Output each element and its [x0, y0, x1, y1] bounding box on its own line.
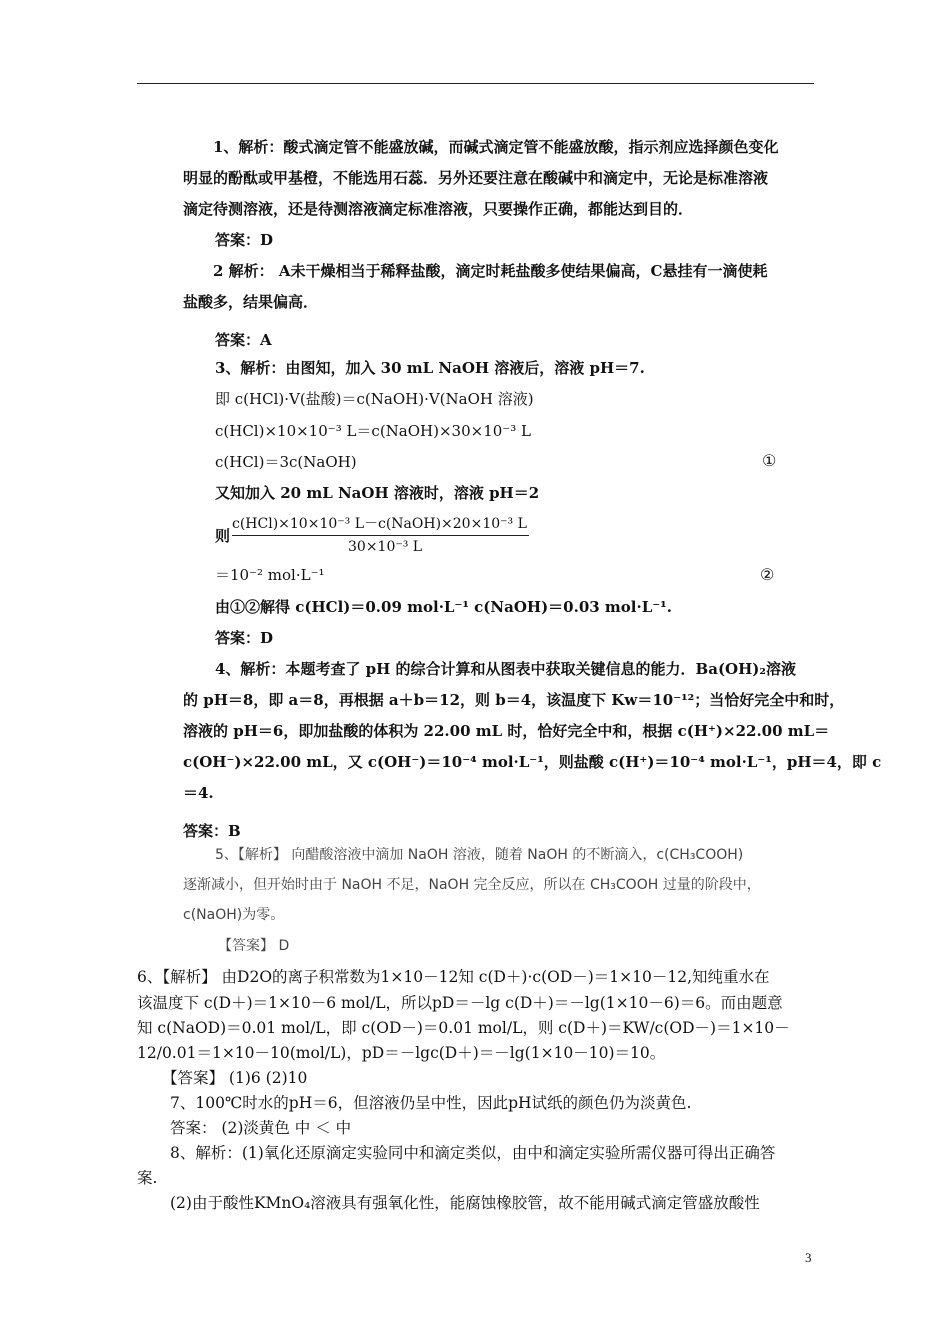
q3-line-4: c(HCl)＝3c(NaOH) — [215, 453, 357, 471]
q1-line-1: 1、解析：酸式滴定管不能盛放碱，而碱式滴定管不能盛放酸，指示剂应选择颜色变化 — [213, 138, 779, 156]
q6-answer: 【答案】 (1)6 (2)10 — [162, 1069, 308, 1087]
q5-line-3: c(NaOH)为零。 — [183, 907, 285, 923]
q8-line-3: (2)由于酸性KMnO₄溶液具有强氧化性，能腐蚀橡胶管，故不能用碱式滴定管盛放酸性 — [170, 1194, 760, 1212]
equation-mark-2: ② — [760, 565, 775, 584]
q4-line-4: c(OH⁻)×22.00 mL，又 c(OH⁻)＝10⁻⁴ mol·L⁻¹，则盐酸 c(H⁺)＝10⁻⁴ mol·L⁻¹，pH＝4，即 c — [183, 753, 882, 771]
q4-line-3: 溶液的 pH＝6，即加盐酸的体积为 22.00 mL 时，恰好完全中和，根据 c(H⁺)×22.00 mL＝ — [183, 722, 830, 740]
q3-fraction — [232, 515, 529, 556]
page-number: 3 — [805, 1250, 812, 1265]
q7-line-1: 7、100℃时水的pH＝6，但溶液仍呈中性，因此pH试纸的颜色仍为淡黄色. — [170, 1094, 692, 1112]
q6-line-1: 6、【解析】 由D2O的离子积常数为1×10－12知 c(D＋)·c(OD－)＝1×10－12,知纯重水在 — [137, 968, 770, 986]
q1-line-2: 明显的酚酞或甲基橙，不能选用石蕊．另外还要注意在酸碱中和滴定中，无论是标准溶液 — [183, 169, 769, 187]
q3-line-5: 又知加入 20 mL NaOH 溶液时，溶液 pH＝2 — [215, 484, 540, 502]
q1-line-3: 滴定待测溶液，还是待测溶液滴定标准溶液，只要操作正确，都能达到目的． — [183, 200, 694, 218]
equation-mark-1: ① — [762, 451, 777, 470]
q3-line-6: ＝10⁻² mol·L⁻¹ — [215, 566, 325, 584]
q2-line-1: 2 解析： A未干燥相当于稀释盐酸，滴定时耗盐酸多使结果偏高，C悬挂有一滴使耗 — [213, 262, 768, 280]
q3-fraction-denominator: 30×10⁻³ L — [348, 539, 423, 555]
q6-line-2: 该温度下 c(D＋)＝1×10－6 mol/L，所以pD＝－lg c(D＋)＝－lg(1×10－6)＝6。而由题意 — [137, 994, 783, 1012]
q2-answer: 答案：A — [215, 331, 272, 349]
q3-answer: 答案：D — [215, 629, 274, 647]
q4-line-2: 的 pH＝8，即 a＝8，再根据 a＋b＝12，则 b＝4，该温度下 Kw＝10⁻¹²；当恰好完全中和时， — [183, 691, 845, 709]
q5-line-1: 5、【解析】 向醋酸溶液中滴加 NaOH 溶液，随着 NaOH 的不断滴入，c(CH₃COOH) — [215, 847, 744, 863]
header-rule — [137, 83, 814, 84]
q7-answer: 答案： (2)淡黄色 中 ＜ 中 — [170, 1119, 352, 1137]
q6-line-3: 知 c(NaOD)＝0.01 mol/L，即 c(OD－)＝0.01 mol/L，则 c(D＋)＝KW/c(OD－)＝1×10－ — [137, 1019, 790, 1037]
q2-line-2: 盐酸多，结果偏高． — [183, 293, 319, 311]
q6-line-4: 12/0.01＝1×10－10(mol/L)，pD＝－lgc(D＋)＝－lg(1×10－10)＝10。 — [137, 1044, 666, 1062]
q3-fraction-numerator: c(HCl)×10×10⁻³ L－c(NaOH)×20×10⁻³ L — [232, 515, 529, 536]
q3-fraction-prefix: 则 — [215, 527, 231, 545]
q8-line-2: 案. — [137, 1169, 158, 1187]
q3-line-2: 即 c(HCl)·V(盐酸)＝c(NaOH)·V(NaOH 溶液) — [215, 390, 534, 408]
q1-answer: 答案：D — [215, 231, 274, 249]
q5-answer: 【答案】 D — [218, 938, 290, 954]
q8-line-1: 8、解析：(1)氧化还原滴定实验同中和滴定类似，由中和滴定实验所需仪器可得出正确答 — [170, 1144, 776, 1162]
q3-line-7: 由①②解得 c(HCl)＝0.09 mol·L⁻¹ c(NaOH)＝0.03 mol·L⁻¹. — [215, 598, 672, 616]
q4-answer: 答案：B — [183, 822, 241, 840]
q3-line-1: 3、解析：由图知，加入 30 mL NaOH 溶液后，溶液 pH＝7. — [215, 359, 645, 377]
q4-line-1: 4、解析：本题考查了 pH 的综合计算和从图表中获取关键信息的能力．Ba(OH)₂溶液 — [215, 660, 796, 678]
q3-line-3: c(HCl)×10×10⁻³ L＝c(NaOH)×30×10⁻³ L — [215, 422, 531, 440]
q4-line-5: ＝4. — [183, 784, 214, 802]
q5-line-2: 逐渐减小，但开始时由于 NaOH 不足，NaOH 完全反应，所以在 CH₃COOH 过量的阶段中， — [183, 877, 761, 893]
